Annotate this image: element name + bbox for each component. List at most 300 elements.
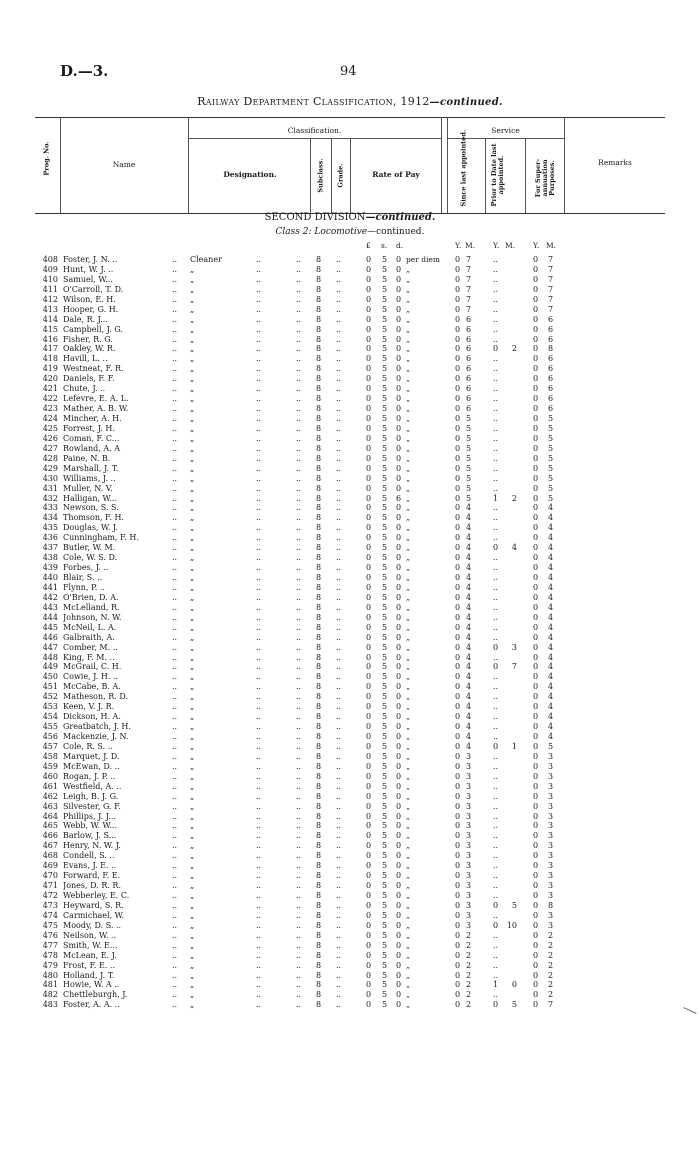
leader-dots: .. xyxy=(172,741,178,751)
name-cell: Moody, D. S. .. xyxy=(63,920,122,930)
super-months-cell: 7 xyxy=(548,274,554,284)
subclass-cell: 8 xyxy=(316,1000,322,1010)
super-years-cell: 0 xyxy=(533,781,539,791)
leader-dots: .. xyxy=(172,990,178,1000)
pay-period-cell: „ xyxy=(406,364,410,374)
name-cell: Smith, W. E... xyxy=(63,940,118,950)
leader-dots: .. xyxy=(256,493,262,503)
prior-years-cell: 0 xyxy=(493,642,499,652)
leader-dots: .. xyxy=(256,384,262,394)
leader-dots: .. xyxy=(336,891,342,900)
pay-period-cell: „ xyxy=(406,831,410,841)
leader-dots: .. xyxy=(296,622,302,632)
leader-dots: .. xyxy=(336,602,342,612)
leader-dots: .. xyxy=(296,950,302,960)
pay-shillings-cell: 5 xyxy=(382,980,388,990)
leader-dots: .. xyxy=(296,662,302,672)
table-row xyxy=(0,344,700,354)
since-years-cell: 0 xyxy=(455,791,461,801)
leader-dots: .. xyxy=(296,712,302,722)
super-years-cell: 0 xyxy=(533,950,539,960)
designation-cell: „ xyxy=(190,632,195,642)
table-row xyxy=(0,812,700,822)
prog-no-cell: 436 xyxy=(42,533,58,543)
classification-rule xyxy=(188,138,441,139)
super-years-cell: 0 xyxy=(533,592,539,602)
leader-dots: .. xyxy=(256,821,262,831)
leader-dots: .. xyxy=(296,970,302,980)
leader-dots: .. xyxy=(296,483,302,493)
leader-dots: .. xyxy=(296,582,302,592)
super-months-cell: 5 xyxy=(548,453,554,463)
prior-years-cell: .. xyxy=(493,950,499,960)
name-cell: Cole, W. S. D. xyxy=(63,553,118,563)
pay-shillings-cell: 5 xyxy=(382,294,388,304)
leader-dots: .. xyxy=(336,264,342,274)
class-value: Locomotive xyxy=(314,227,368,237)
leader-dots: .. xyxy=(336,821,342,831)
prog-no-header: Prog. No. xyxy=(42,141,51,176)
since-years-cell: 0 xyxy=(455,732,461,741)
table-row xyxy=(0,424,700,434)
page-number: 94 xyxy=(340,64,357,79)
designation-cell: „ xyxy=(190,513,195,523)
prior-years-cell: .. xyxy=(493,394,499,404)
prog-no-cell: 438 xyxy=(42,553,58,563)
super-years-cell: 0 xyxy=(533,751,539,761)
super-months-cell: 5 xyxy=(548,423,554,433)
subclass-cell: 8 xyxy=(316,553,322,563)
leader-dots: .. xyxy=(336,990,342,1000)
since-years-cell: 0 xyxy=(455,394,461,404)
prior-years-cell: .. xyxy=(493,314,499,324)
leader-dots: .. xyxy=(296,791,302,801)
leader-dots: .. xyxy=(256,741,262,751)
pay-shillings-cell: 5 xyxy=(382,334,388,344)
leader-dots: .. xyxy=(336,751,342,761)
leader-dots: .. xyxy=(296,533,302,543)
designation-cell: „ xyxy=(190,374,195,384)
super-years-cell: 0 xyxy=(533,851,539,861)
since-years-cell: 0 xyxy=(455,314,461,324)
prior-years-cell: 0 xyxy=(493,741,499,751)
super-months-cell: 3 xyxy=(548,831,554,841)
since-months-cell: 3 xyxy=(466,761,472,771)
since-years-cell: 0 xyxy=(455,950,461,960)
designation-cell: „ xyxy=(190,841,195,851)
leader-dots: .. xyxy=(296,493,302,503)
designation-cell: „ xyxy=(190,771,195,781)
prior-years-cell: 0 xyxy=(493,1000,499,1010)
name-cell: Fisher, R. G. xyxy=(63,334,113,344)
pay-pounds-cell: 0 xyxy=(366,632,372,642)
pay-period-cell: „ xyxy=(406,384,410,394)
pay-period-cell: „ xyxy=(406,960,410,970)
prog-no-cell: 435 xyxy=(42,523,58,533)
header-divider xyxy=(525,138,526,213)
leader-dots: .. xyxy=(296,344,302,354)
super-years-cell: 0 xyxy=(533,324,539,334)
pay-shillings-cell: 5 xyxy=(382,970,388,980)
leader-dots: .. xyxy=(296,384,302,394)
name-cell: Hooper, G. H. xyxy=(63,304,119,314)
since-months-cell: 7 xyxy=(466,255,472,264)
leader-dots: .. xyxy=(172,423,178,433)
pay-pence-cell: 0 xyxy=(396,781,402,791)
pay-period-cell: „ xyxy=(406,423,410,433)
table-row xyxy=(0,384,700,394)
pay-pence-cell: 0 xyxy=(396,881,402,891)
pay-pence-cell: 0 xyxy=(396,1000,402,1010)
pay-pence-cell: 0 xyxy=(396,503,402,513)
pay-period-cell: „ xyxy=(406,662,410,672)
prog-no-cell: 451 xyxy=(42,682,58,692)
name-cell: Carmichael, W. xyxy=(63,910,125,920)
designation-cell: „ xyxy=(190,573,195,582)
prior-months-cell: 3 xyxy=(511,642,517,652)
leader-dots: .. xyxy=(172,553,178,563)
leader-dots: .. xyxy=(296,801,302,811)
since-years-cell: 0 xyxy=(455,622,461,632)
name-cell: Neilson, W. .. xyxy=(63,930,117,940)
subclass-cell: 8 xyxy=(316,592,322,602)
prog-no-cell: 441 xyxy=(42,582,58,592)
pay-period-cell: „ xyxy=(406,453,410,463)
leader-dots: .. xyxy=(336,841,342,851)
pay-shillings-cell: 5 xyxy=(382,563,388,573)
subclass-cell: 8 xyxy=(316,284,322,294)
pay-shillings-cell: 5 xyxy=(382,324,388,334)
super-years-cell: 0 xyxy=(533,980,539,990)
pay-period-cell: „ xyxy=(406,414,410,423)
pay-period-cell: „ xyxy=(406,741,410,751)
super-years-cell: 0 xyxy=(533,533,539,543)
since-years-cell: 0 xyxy=(455,662,461,672)
prog-no-cell: 422 xyxy=(42,394,58,404)
prior-years-cell: .. xyxy=(493,652,499,662)
leader-dots: .. xyxy=(256,533,262,543)
table-row xyxy=(0,662,700,672)
super-years-cell: 0 xyxy=(533,284,539,294)
subclass-cell: 8 xyxy=(316,761,322,771)
name-cell: Webberley, E. C. xyxy=(63,891,130,900)
super-years-cell: 0 xyxy=(533,314,539,324)
pay-pounds-cell: 0 xyxy=(366,255,372,264)
leader-dots: .. xyxy=(256,284,262,294)
since-months-cell: 6 xyxy=(466,314,472,324)
since-years-cell: 0 xyxy=(455,672,461,682)
rate-of-pay-header: Rate of Pay xyxy=(372,170,420,179)
leader-dots: .. xyxy=(336,294,342,304)
since-months-cell: 3 xyxy=(466,871,472,881)
since-months-cell: 2 xyxy=(466,970,472,980)
subclass-cell: 8 xyxy=(316,334,322,344)
pay-shillings-cell: 5 xyxy=(382,900,388,910)
leader-dots: .. xyxy=(172,354,178,364)
pay-pence-cell: 0 xyxy=(396,741,402,751)
super-months-cell: 6 xyxy=(548,394,554,404)
subclass-cell: 8 xyxy=(316,732,322,741)
pay-shillings-cell: 5 xyxy=(382,632,388,642)
leader-dots: .. xyxy=(296,453,302,463)
leader-dots: .. xyxy=(336,722,342,732)
leader-dots: .. xyxy=(336,732,342,741)
since-months-cell: 4 xyxy=(466,523,472,533)
super-months-cell: 5 xyxy=(548,483,554,493)
pay-pence-cell: 0 xyxy=(396,702,402,712)
super-months-cell: 4 xyxy=(548,582,554,592)
since-months-cell: 4 xyxy=(466,722,472,732)
unit-years: Y. xyxy=(455,241,462,250)
leader-dots: .. xyxy=(336,324,342,334)
leader-dots: .. xyxy=(336,851,342,861)
table-row xyxy=(0,990,700,1000)
designation-cell: „ xyxy=(190,394,195,404)
subclass-cell: 8 xyxy=(316,493,322,503)
pay-pounds-cell: 0 xyxy=(366,861,372,871)
leader-dots: .. xyxy=(296,255,302,264)
since-years-cell: 0 xyxy=(455,264,461,274)
pay-shillings-cell: 5 xyxy=(382,960,388,970)
pay-period-cell: „ xyxy=(406,513,410,523)
pay-shillings-cell: 5 xyxy=(382,463,388,473)
leader-dots: .. xyxy=(296,414,302,423)
leader-dots: .. xyxy=(336,314,342,324)
subclass-cell: 8 xyxy=(316,443,322,453)
leader-dots: .. xyxy=(336,414,342,423)
since-months-cell: 6 xyxy=(466,384,472,394)
super-months-cell: 6 xyxy=(548,384,554,394)
leader-dots: .. xyxy=(172,821,178,831)
prog-no-cell: 459 xyxy=(42,761,58,771)
prior-months-cell: 2 xyxy=(511,493,517,503)
subclass-cell: 8 xyxy=(316,384,322,394)
since-months-cell: 2 xyxy=(466,930,472,940)
pay-period-cell: „ xyxy=(406,642,410,652)
super-months-cell: 5 xyxy=(548,473,554,483)
subclass-cell: 8 xyxy=(316,414,322,423)
leader-dots: .. xyxy=(296,900,302,910)
table-row xyxy=(0,941,700,951)
pay-pounds-cell: 0 xyxy=(366,324,372,334)
pay-shillings-cell: 5 xyxy=(382,771,388,781)
pay-period-cell: „ xyxy=(406,722,410,732)
pay-pence-cell: 0 xyxy=(396,712,402,722)
pay-period-cell: „ xyxy=(406,861,410,871)
leader-dots: .. xyxy=(336,930,342,940)
leader-dots: .. xyxy=(256,592,262,602)
super-years-cell: 0 xyxy=(533,602,539,612)
pay-period-cell: „ xyxy=(406,592,410,602)
pay-pence-cell: 0 xyxy=(396,861,402,871)
table-row xyxy=(0,325,700,335)
leader-dots: .. xyxy=(336,284,342,294)
leader-dots: .. xyxy=(296,394,302,404)
pay-pounds-cell: 0 xyxy=(366,473,372,483)
pay-pence-cell: 0 xyxy=(396,563,402,573)
prog-no-cell: 467 xyxy=(42,841,58,851)
pay-pounds-cell: 0 xyxy=(366,771,372,781)
super-months-cell: 3 xyxy=(548,751,554,761)
unit-pounds: £ xyxy=(366,241,371,250)
subclass-cell: 8 xyxy=(316,781,322,791)
leader-dots: .. xyxy=(172,294,178,304)
table-row xyxy=(0,315,700,325)
pay-period-cell: „ xyxy=(406,980,410,990)
table-row xyxy=(0,682,700,692)
leader-dots: .. xyxy=(296,751,302,761)
leader-dots: .. xyxy=(256,513,262,523)
pay-pence-cell: 0 xyxy=(396,553,402,563)
designation-cell: „ xyxy=(190,652,195,662)
leader-dots: .. xyxy=(296,960,302,970)
since-years-cell: 0 xyxy=(455,801,461,811)
table-row xyxy=(0,434,700,444)
name-cell: King, F. M. .. xyxy=(63,652,115,662)
leader-dots: .. xyxy=(172,543,178,553)
subclass-cell: 8 xyxy=(316,513,322,523)
name-cell: Cowie, J. H. .. xyxy=(63,672,118,682)
pay-period-cell: „ xyxy=(406,582,410,592)
pay-period-cell: „ xyxy=(406,523,410,533)
since-months-cell: 5 xyxy=(466,414,472,423)
leader-dots: .. xyxy=(336,304,342,314)
prog-no-cell: 445 xyxy=(42,622,58,632)
since-months-cell: 4 xyxy=(466,632,472,642)
since-years-cell: 0 xyxy=(455,304,461,314)
pay-pence-cell: 0 xyxy=(396,722,402,732)
pay-pence-cell: 0 xyxy=(396,344,402,354)
since-months-cell: 3 xyxy=(466,881,472,891)
pay-pence-cell: 0 xyxy=(396,443,402,453)
name-cell: Blair, S. .. xyxy=(63,573,103,582)
since-years-cell: 0 xyxy=(455,523,461,533)
name-cell: Phillips, J. J... xyxy=(63,811,116,821)
super-years-cell: 0 xyxy=(533,344,539,354)
table-row xyxy=(0,742,700,752)
subclass-cell: 8 xyxy=(316,910,322,920)
pay-pence-cell: 0 xyxy=(396,920,402,930)
prior-years-cell: .. xyxy=(493,851,499,861)
subclass-cell: 8 xyxy=(316,304,322,314)
designation-cell: „ xyxy=(190,274,195,284)
pay-pence-cell: 0 xyxy=(396,831,402,841)
pay-shillings-cell: 5 xyxy=(382,384,388,394)
since-months-cell: 6 xyxy=(466,364,472,374)
designation-cell: „ xyxy=(190,920,195,930)
table-row xyxy=(0,911,700,921)
pay-pounds-cell: 0 xyxy=(366,980,372,990)
pay-shillings-cell: 5 xyxy=(382,503,388,513)
prior-years-cell: 1 xyxy=(493,980,499,990)
pay-shillings-cell: 5 xyxy=(382,831,388,841)
prog-no-cell: 413 xyxy=(42,304,58,314)
name-header: Name xyxy=(112,160,136,169)
super-years-cell: 0 xyxy=(533,274,539,284)
name-cell: Cole, R. S. .. xyxy=(63,741,113,751)
leader-dots: .. xyxy=(296,364,302,374)
name-cell: Mather, A. B. W. xyxy=(63,404,129,414)
name-cell: Samuel, W... xyxy=(63,274,113,284)
designation-cell: „ xyxy=(190,722,195,732)
table-row xyxy=(0,513,700,523)
leader-dots: .. xyxy=(256,722,262,732)
pay-pence-cell: 0 xyxy=(396,801,402,811)
super-years-cell: 0 xyxy=(533,493,539,503)
table-row xyxy=(0,364,700,374)
pay-pounds-cell: 0 xyxy=(366,920,372,930)
pay-pence-cell: 0 xyxy=(396,304,402,314)
header-divider xyxy=(310,138,311,213)
pay-pounds-cell: 0 xyxy=(366,264,372,274)
since-months-cell: 4 xyxy=(466,602,472,612)
leader-dots: .. xyxy=(256,483,262,493)
leader-dots: .. xyxy=(336,493,342,503)
designation-cell: „ xyxy=(190,384,195,394)
table-row xyxy=(0,404,700,414)
prog-no-cell: 414 xyxy=(42,314,58,324)
leader-dots: .. xyxy=(296,284,302,294)
leader-dots: .. xyxy=(336,255,342,264)
pay-pounds-cell: 0 xyxy=(366,433,372,443)
leader-dots: .. xyxy=(172,493,178,503)
leader-dots: .. xyxy=(296,771,302,781)
since-years-cell: 0 xyxy=(455,423,461,433)
leader-dots: .. xyxy=(336,453,342,463)
table-row xyxy=(0,931,700,941)
pay-period-cell: „ xyxy=(406,622,410,632)
prior-years-cell: .. xyxy=(493,771,499,781)
pay-pence-cell: 0 xyxy=(396,592,402,602)
designation-cell: „ xyxy=(190,910,195,920)
super-months-cell: 2 xyxy=(548,990,554,1000)
super-months-cell: 5 xyxy=(548,433,554,443)
since-years-cell: 0 xyxy=(455,255,461,264)
since-months-cell: 3 xyxy=(466,891,472,900)
super-years-cell: 0 xyxy=(533,563,539,573)
pay-period-cell: „ xyxy=(406,791,410,801)
prog-no-cell: 426 xyxy=(42,433,58,443)
pay-pence-cell: 0 xyxy=(396,384,402,394)
leader-dots: .. xyxy=(256,523,262,533)
name-cell: Douglas, W. J. xyxy=(63,523,119,533)
super-months-cell: 3 xyxy=(548,811,554,821)
pay-shillings-cell: 5 xyxy=(382,423,388,433)
table-row xyxy=(0,752,700,762)
leader-dots: .. xyxy=(172,751,178,761)
pay-pence-cell: 6 xyxy=(396,493,402,503)
leader-dots: .. xyxy=(256,274,262,284)
since-years-cell: 0 xyxy=(455,761,461,771)
prog-no-cell: 450 xyxy=(42,672,58,682)
designation-cell: „ xyxy=(190,662,195,672)
leader-dots: .. xyxy=(336,702,342,712)
super-years-cell: 0 xyxy=(533,702,539,712)
leader-dots: .. xyxy=(296,433,302,443)
pay-period-cell: „ xyxy=(406,761,410,771)
pay-period-cell: „ xyxy=(406,563,410,573)
pay-period-cell: „ xyxy=(406,910,410,920)
pay-pounds-cell: 0 xyxy=(366,960,372,970)
subclass-cell: 8 xyxy=(316,682,322,692)
leader-dots: .. xyxy=(336,682,342,692)
pay-pounds-cell: 0 xyxy=(366,811,372,821)
prior-years-cell: 0 xyxy=(493,344,499,354)
designation-cell: „ xyxy=(190,294,195,304)
leader-dots: .. xyxy=(256,970,262,980)
table-row xyxy=(0,861,700,871)
pay-pence-cell: 0 xyxy=(396,930,402,940)
